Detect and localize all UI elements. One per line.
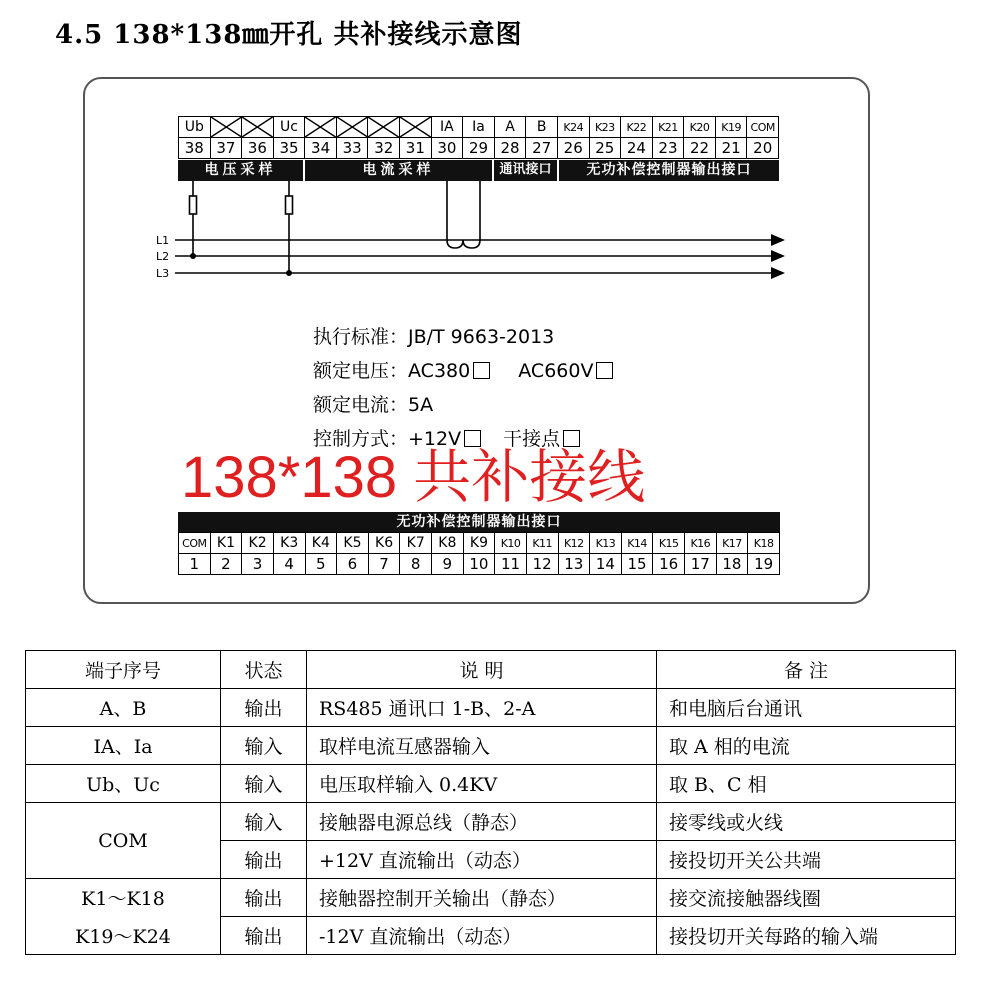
cell-terminal: K1～K18 xyxy=(26,879,221,917)
cell-desc: RS485 通讯口 1-B、2-A xyxy=(307,689,657,727)
cell-note: 接投切开关每路的输入端 xyxy=(657,917,956,955)
cell-note: 接零线或火线 xyxy=(657,803,956,841)
cell-note: 取 B、C 相 xyxy=(657,765,956,803)
top-terminal-number: 30 xyxy=(431,138,463,159)
table-header-row xyxy=(26,651,956,689)
top-terminal-number: 36 xyxy=(242,138,274,159)
bottom-terminal-number: 11 xyxy=(495,554,527,575)
bottom-terminal-label: K9 xyxy=(463,533,495,554)
bottom-terminal-number: 9 xyxy=(432,554,464,575)
bottom-terminal-number: 2 xyxy=(210,554,242,575)
cell-terminal: Ub、Uc xyxy=(26,765,221,803)
arrow-l2 xyxy=(771,250,785,262)
cell-state: 输出 xyxy=(221,917,307,955)
spec-standard: 执行标准：JB/T 9663-2013 xyxy=(313,326,555,348)
top-terminal-number: 31 xyxy=(400,138,432,159)
bottom-terminal-label: K7 xyxy=(400,533,432,554)
voltage-opt1-checkbox xyxy=(473,362,490,379)
cell-desc: 接触器控制开关输出（静态） xyxy=(307,879,657,917)
bottom-terminal-number: 17 xyxy=(685,554,717,575)
top-terminal-number: 28 xyxy=(494,138,526,159)
bottom-terminal-label: K1 xyxy=(210,533,242,554)
bottom-terminal-label: K8 xyxy=(432,533,464,554)
top-terminal-number: 38 xyxy=(179,138,211,159)
bottom-terminal-number: 8 xyxy=(400,554,432,575)
spec-control-opt2: 干接点 xyxy=(503,428,561,450)
cell-state: 输出 xyxy=(221,689,307,727)
cell-state: 输入 xyxy=(221,765,307,803)
uc-junction-dot xyxy=(286,270,292,276)
cell-desc: -12V 直流输出（动态） xyxy=(307,917,657,955)
spec-control-label: 控制方式： xyxy=(313,428,409,450)
arrow-l1 xyxy=(771,234,785,246)
top-terminal-label: K22 xyxy=(621,117,653,138)
bottom-terminal-number: 3 xyxy=(242,554,274,575)
bottom-terminal-number: 1 xyxy=(179,554,211,575)
bottom-terminal-label: K2 xyxy=(242,533,274,554)
bottom-terminal-strip xyxy=(178,532,780,575)
bottom-terminal-label: K12 xyxy=(558,533,590,554)
header-state: 状态 xyxy=(221,651,307,689)
bottom-terminal-number: 12 xyxy=(526,554,558,575)
spec-voltage-opt2: AC660V xyxy=(518,360,594,382)
arrow-l3 xyxy=(771,267,785,279)
top-terminal-number: 22 xyxy=(684,138,716,159)
header-terminal: 端子序号 xyxy=(26,651,221,689)
bottom-terminal-number: 5 xyxy=(305,554,337,575)
top-terminal-number: 21 xyxy=(715,138,747,159)
top-terminal-number: 34 xyxy=(305,138,337,159)
bottom-terminal-number: 13 xyxy=(558,554,590,575)
top-terminal-number: 33 xyxy=(336,138,368,159)
group-comm-interface: 通讯接口 xyxy=(494,160,557,180)
cell-state: 输出 xyxy=(221,879,307,917)
cell-desc: +12V 直流输出（动态） xyxy=(307,841,657,879)
bottom-terminal-label: K14 xyxy=(621,533,653,554)
table-row xyxy=(26,765,956,803)
cell-state: 输出 xyxy=(221,841,307,879)
table-row xyxy=(26,689,956,727)
cell-state: 输入 xyxy=(221,803,307,841)
top-terminal-label: K23 xyxy=(589,117,621,138)
group-voltage-sampling: 电压采样 xyxy=(178,160,303,180)
cell-terminal: A、B xyxy=(26,689,221,727)
ub-fuse xyxy=(190,196,197,214)
spec-control-opt1: +12V xyxy=(408,428,462,450)
cell-note: 接交流接触器线圈 xyxy=(657,879,956,917)
top-terminal-label: Ub xyxy=(179,117,211,138)
cell-terminal: COM xyxy=(26,803,221,879)
top-terminal-label: K21 xyxy=(652,117,684,138)
uc-fuse xyxy=(286,196,293,214)
table-row xyxy=(26,727,956,765)
ct-lead-ia xyxy=(447,181,463,248)
top-terminal-number: 27 xyxy=(526,138,558,159)
terminal-info-table xyxy=(25,650,956,955)
spec-voltage-opt1: AC380 xyxy=(408,360,471,382)
bottom-terminal-number: 4 xyxy=(273,554,305,575)
top-terminal-label: B xyxy=(526,117,558,138)
line-label-l2: L2 xyxy=(156,250,170,263)
bottom-terminal-number: 6 xyxy=(337,554,369,575)
bottom-terminal-label: K17 xyxy=(716,533,748,554)
top-terminal-label: K20 xyxy=(684,117,716,138)
spec-current: 额定电流：5A xyxy=(313,394,434,416)
spec-voltage xyxy=(313,354,613,388)
table-row xyxy=(26,803,956,841)
bottom-terminal-label: K5 xyxy=(337,533,369,554)
top-terminal-label: COM xyxy=(747,117,779,138)
top-terminal-number: 29 xyxy=(463,138,495,159)
top-terminal-label: Ia xyxy=(463,117,495,138)
header-note: 备 注 xyxy=(657,651,956,689)
bottom-strip-title: 无功补偿控制器输出接口 xyxy=(178,512,780,532)
top-terminal-number: 35 xyxy=(273,138,305,159)
table-row xyxy=(26,917,956,955)
top-terminal-number: 24 xyxy=(621,138,653,159)
ct-lead-ia2 xyxy=(463,181,480,248)
bottom-terminal-number: 10 xyxy=(463,554,495,575)
bottom-terminal-label: K6 xyxy=(368,533,400,554)
spec-voltage-label: 额定电压： xyxy=(313,360,409,382)
top-terminal-label: K19 xyxy=(715,117,747,138)
bottom-terminal-number: 7 xyxy=(368,554,400,575)
bottom-terminal-number: 14 xyxy=(590,554,622,575)
bottom-terminal-number: 16 xyxy=(653,554,685,575)
ub-junction-dot xyxy=(190,253,196,259)
bottom-terminal-number: 18 xyxy=(716,554,748,575)
bottom-terminal-label: K11 xyxy=(526,533,558,554)
top-terminal-label: K24 xyxy=(557,117,589,138)
bottom-terminal-label: K15 xyxy=(653,533,685,554)
bottom-terminal-label: K13 xyxy=(590,533,622,554)
top-terminal-number: 32 xyxy=(368,138,400,159)
group-current-sampling: 电流采样 xyxy=(305,160,492,180)
top-terminal-number: 37 xyxy=(210,138,242,159)
header-desc: 说 明 xyxy=(307,651,657,689)
bottom-terminal-number: 15 xyxy=(621,554,653,575)
bottom-terminal-label: K16 xyxy=(685,533,717,554)
top-terminal-number: 26 xyxy=(557,138,589,159)
top-terminal-label: IA xyxy=(431,117,463,138)
top-terminal-label: A xyxy=(494,117,526,138)
cell-terminal: K19～K24 xyxy=(26,917,221,955)
line-label-l1: L1 xyxy=(156,234,170,247)
cell-desc: 取样电流互感器输入 xyxy=(307,727,657,765)
top-terminal-number: 20 xyxy=(747,138,779,159)
bottom-terminal-label: COM xyxy=(179,533,211,554)
cell-desc: 接触器电源总线（静态） xyxy=(307,803,657,841)
table-row xyxy=(26,879,956,917)
top-terminal-number: 23 xyxy=(652,138,684,159)
voltage-opt2-checkbox xyxy=(596,362,613,379)
line-label-l3: L3 xyxy=(156,267,170,280)
cell-note: 接投切开关公共端 xyxy=(657,841,956,879)
bottom-terminal-label: K10 xyxy=(495,533,527,554)
cell-note: 和电脑后台通讯 xyxy=(657,689,956,727)
page-heading: 4.5 138*138㎜开孔 共补接线示意图 xyxy=(55,20,523,50)
bottom-terminal-label: K3 xyxy=(273,533,305,554)
cell-state: 输入 xyxy=(221,727,307,765)
bottom-terminal-label: K4 xyxy=(305,533,337,554)
cell-desc: 电压取样输入 0.4KV xyxy=(307,765,657,803)
cell-note: 取 A 相的电流 xyxy=(657,727,956,765)
top-terminal-label: Uc xyxy=(273,117,305,138)
group-output-interface: 无功补偿控制器输出接口 xyxy=(559,160,779,180)
top-terminal-number: 25 xyxy=(589,138,621,159)
cell-terminal: IA、Ia xyxy=(26,727,221,765)
model-big-label: 138*138 共补接线 xyxy=(181,445,646,510)
bottom-terminal-number: 19 xyxy=(748,554,780,575)
bottom-terminal-label: K18 xyxy=(748,533,780,554)
